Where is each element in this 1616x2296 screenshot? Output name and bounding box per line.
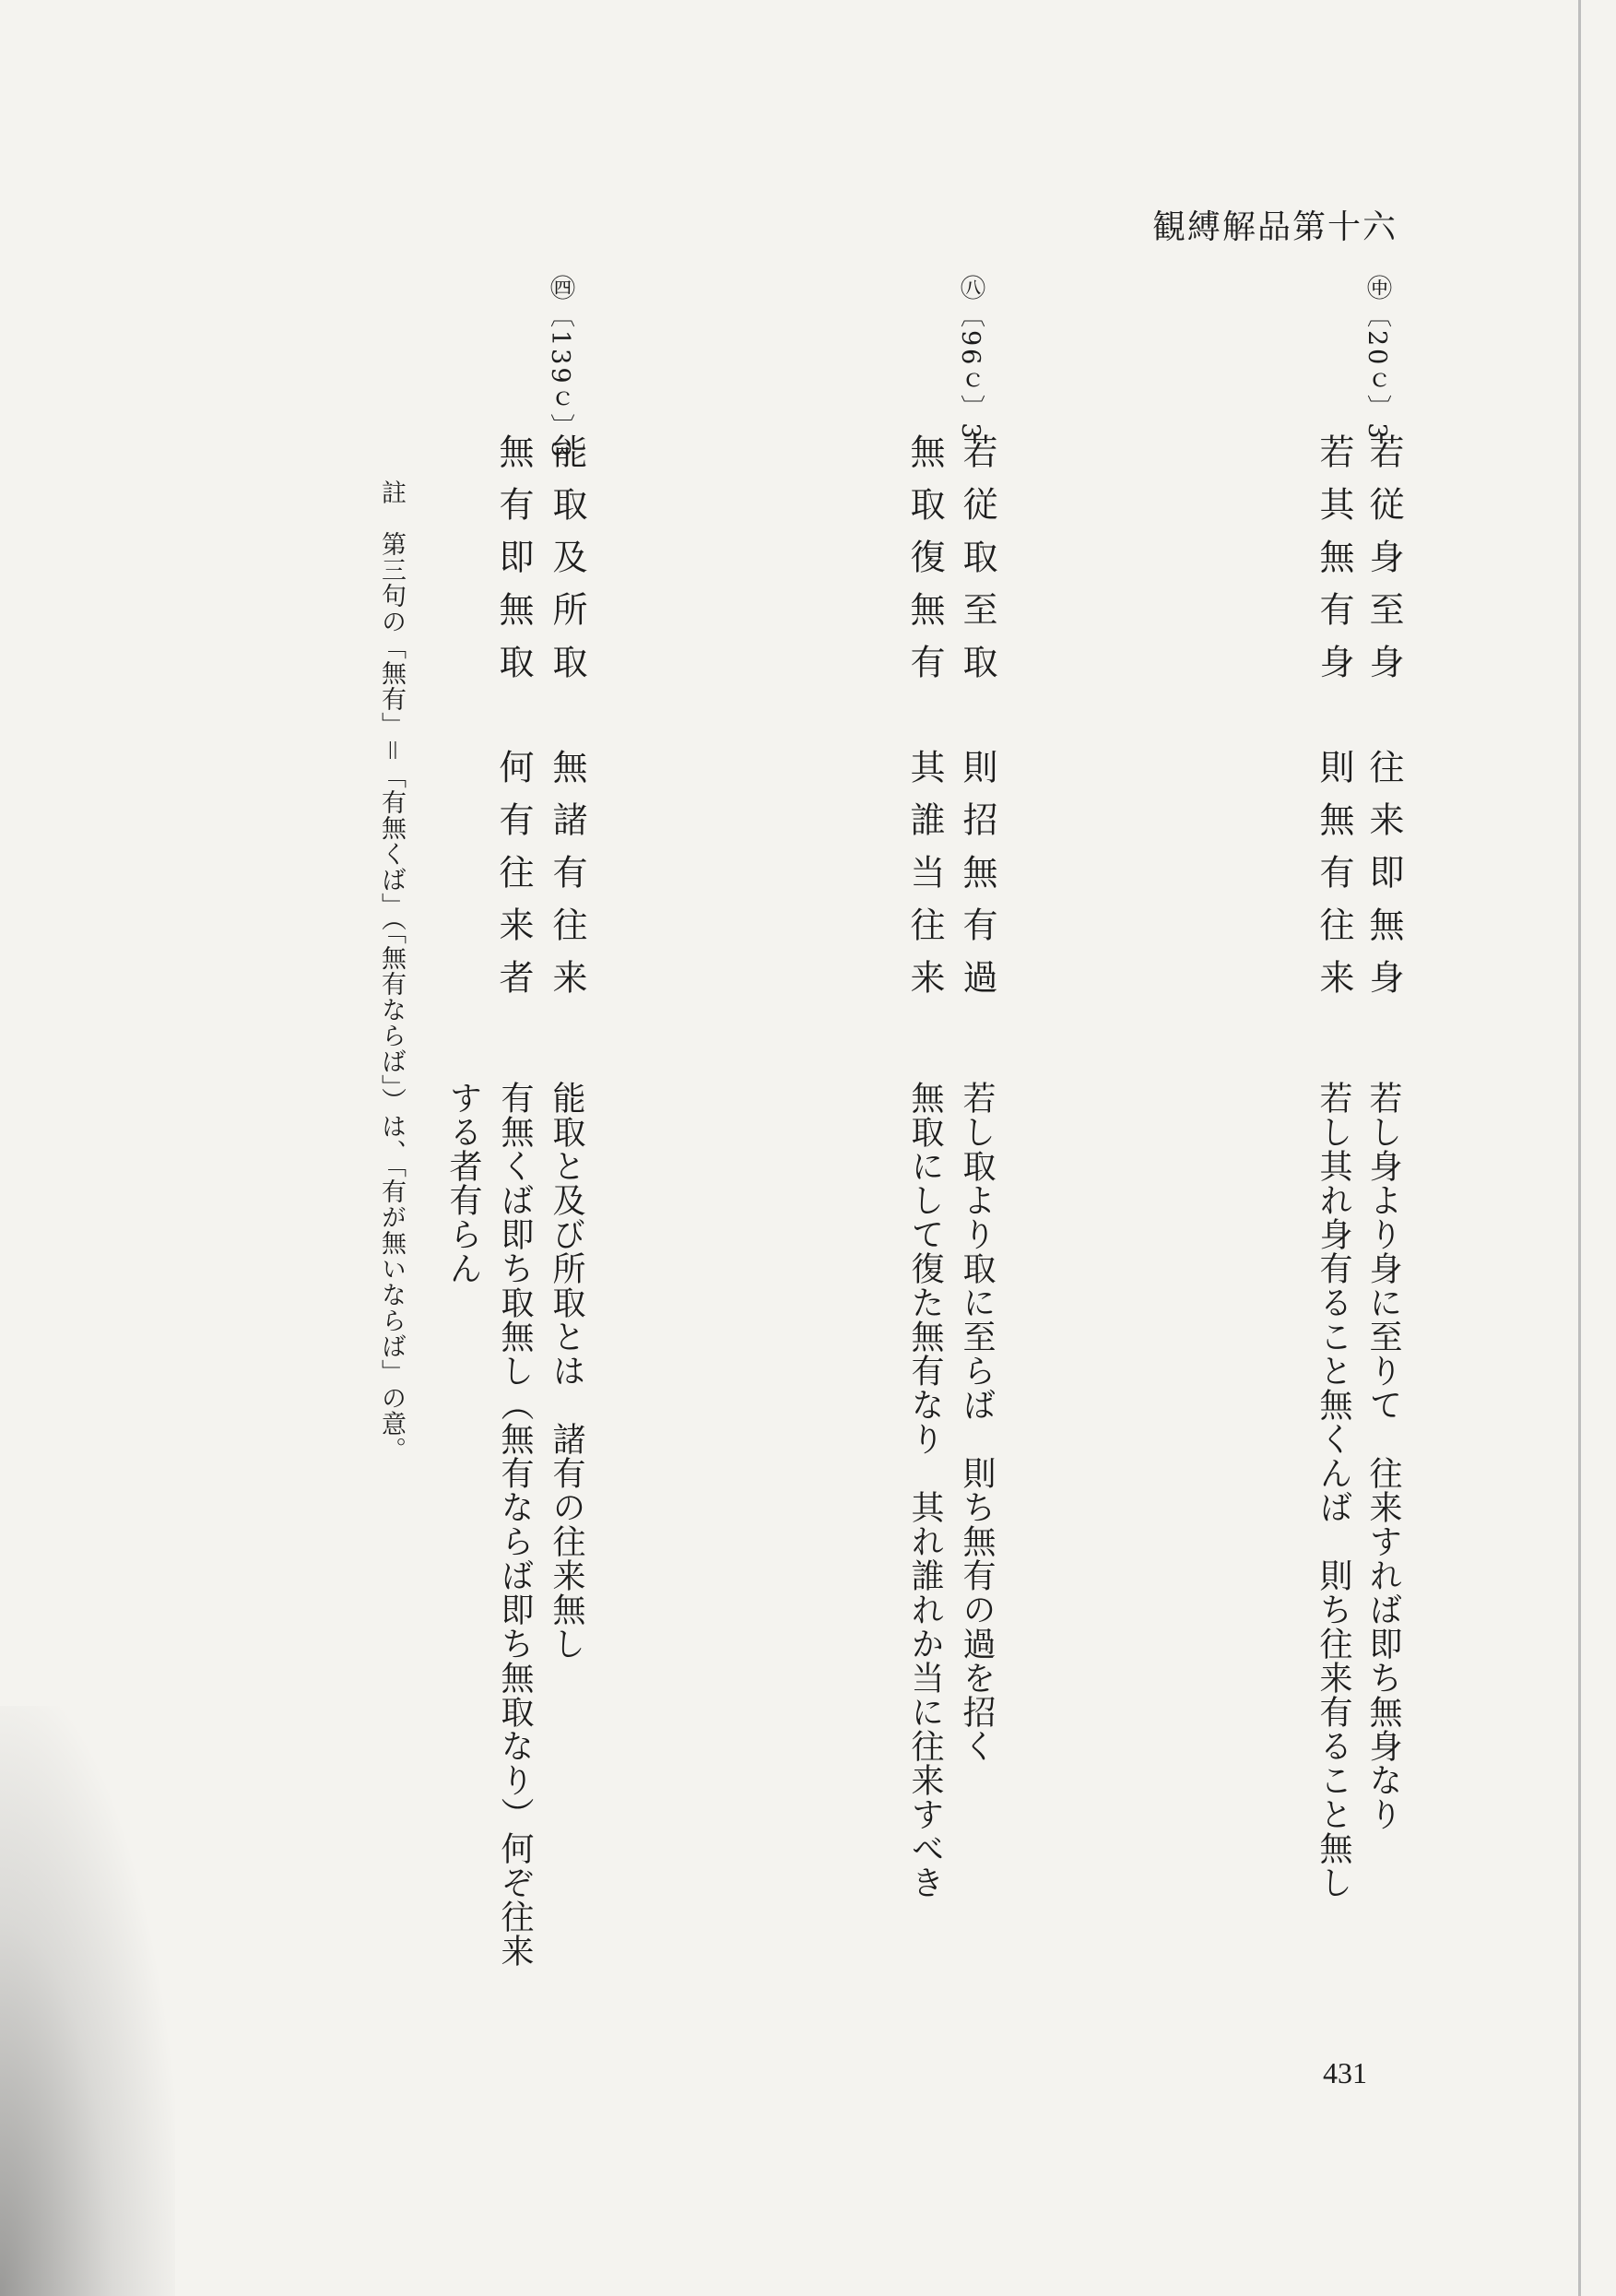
section-3-translation-line-3: する者有らん [444, 1081, 482, 1285]
section-1-translation-line-1: 若し身より身に至りて 往来すれば即ち無身なり [1364, 1081, 1402, 1831]
section-1-verse-line-1: 若従身至身 往来即無身 [1363, 433, 1404, 1012]
page-edge [1578, 0, 1581, 2296]
section-1-marker: ㊥〔20ｃ〕3 [1362, 275, 1391, 442]
section-3-translation-line-1: 能取と及び所取とは 諸有の往来無し [548, 1081, 585, 1661]
section-2-verse-line-1: 若従取至取 則招無有過 [957, 433, 997, 1012]
section-2-marker: ㊇〔96ｃ〕3 [956, 275, 985, 442]
section-3-verse-line-1: 能取及所取 無諸有往来 [547, 433, 587, 1012]
section-3-translation-line-2: 有無くば即ち取無し（無有ならば即ち無取なり）何ぞ往来 [496, 1081, 534, 1968]
running-header: 観縛解品第十六 [1152, 208, 1398, 246]
section-2-translation-line-2: 無取にして復た無有なり 其れ誰れか当に往来すべき [906, 1081, 944, 1900]
section-3-verse-line-2: 無有即無取 何有往来者 [493, 433, 534, 1012]
section-1-verse-line-2: 若其無有身 則無有往来 [1314, 433, 1354, 1012]
section-3-marker: ㊃〔139ｃ〕3 [546, 275, 574, 460]
scan-shadow [0, 1706, 175, 2296]
section-2-translation-line-1: 若し取より取に至らば 則ち無有の過を招く [958, 1081, 996, 1763]
section-1-translation-line-2: 若し其れ身有ること無くんば 則ち往来有ること無し [1315, 1081, 1352, 1900]
section-2-verse-line-2: 無取復無有 其誰当往来 [904, 433, 945, 1012]
footnote: 註 第三句の「無有」＝「有無くば」（「無有ならば」）は、「有が無いならば」の意。 [377, 479, 406, 1462]
page-number: 431 [1323, 2056, 1367, 2089]
